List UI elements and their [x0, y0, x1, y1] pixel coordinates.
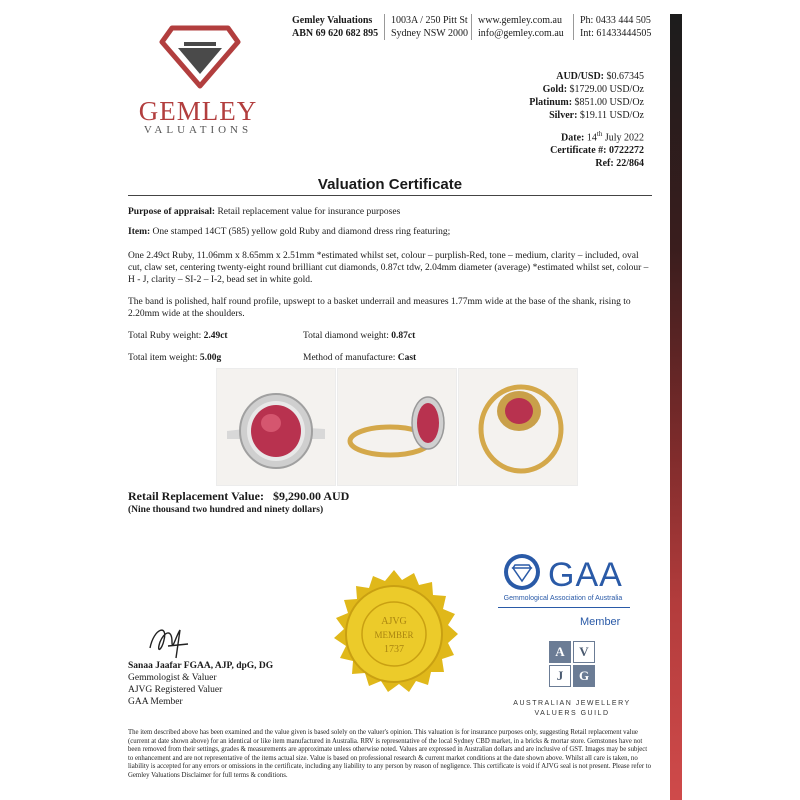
header-divider	[471, 14, 472, 40]
ajvg-name: AUSTRALIAN JEWELLERY VALUERS GUILD	[513, 700, 631, 717]
header-address: 1003A / 250 Pitt St Sydney NSW 2000	[391, 15, 469, 39]
diamond-weight: Total diamond weight: 0.87ct	[303, 331, 416, 341]
item-line: Item: One stamped 14CT (585) yellow gold Ruby and diamond dress ring featuring;	[128, 227, 451, 237]
gaa-member-label: Member	[580, 616, 621, 628]
header-web: www.gemley.com.au info@gemley.com.au	[478, 15, 564, 39]
gemley-diamond-logo-icon	[158, 24, 242, 90]
ring-photo-front	[216, 368, 336, 486]
manufacture-method: Method of manufacture: Cast	[303, 353, 417, 363]
disclaimer-text: The item described above has been examined and the value given is based solely on the valuer's opinion. This valuation is for insurance purposes only, suggesting Retail replacement value (current at date shown above) for an identical or like item manufactured in Australia. RRV is representative of the local Sydney CBD market, in a bricks & mortar store. Gemstones have not been removed from their settings, grades & measurements are approximate unless otherwise noted. Values are expressed in Australian dollars and are inclusive of GST. Images may be subject to enhancement and are not representative of the items actual size. Value is based on professional research & current market conditions at the date shown above. Whilst all care is taken, no liability is accepted for any errors or omissions in the certificate, including any liability to any person by reason of negligence. This certificate is void if AJVG seal is not present. Please refer to Gemley Valuations Disclaimer for full terms & conditions.	[128, 729, 652, 779]
page-title: Valuation Certificate	[317, 176, 463, 193]
ring-photo-side	[337, 368, 457, 486]
brand-name: GEMLEY	[138, 96, 258, 126]
gaa-full-name: Gemmological Association of Australia	[503, 595, 623, 602]
header-phone: Ph: 0433 444 505 Int: 61433444505	[580, 15, 652, 39]
header-divider	[384, 14, 385, 40]
seal-text-2: MEMBER	[374, 630, 414, 640]
seal-text-3: 1737	[384, 644, 404, 655]
handwritten-signature-icon	[142, 618, 194, 664]
item-description: One 2.49ct Ruby, 11.06mm x 8.65mm x 2.51mm *estimated whilst set, colour – purplish-Red, tone – medium, clarity – included, oval cut, claw set, centering twenty-eight round brilliant cut diamonds, 0.87ct tdw, 2.04mm diameter (average) *estimated whilst set, colour – H - J, clarity – SI-2 – I-2, bead set in white gold.	[128, 251, 649, 285]
title-underline	[128, 195, 652, 196]
ruby-weight: Total Ruby weight: 2.49ct	[128, 331, 228, 341]
header-divider	[573, 14, 574, 40]
band-description: The band is polished, half round profile, upswept to a basket underrail and measures 1.77mm wide at the base of the shank, rising to 2.20mm wide at the shoulders.	[128, 297, 631, 319]
item-weight: Total item weight: 5.00g	[128, 353, 222, 363]
retail-value: Retail Replacement Value: $9,290.00 AUD	[128, 489, 350, 503]
decorative-side-bar	[670, 14, 682, 800]
seal-text-1: AJVG	[381, 616, 407, 627]
retail-value-words: (Nine thousand two hundred and ninety dollars)	[128, 505, 324, 515]
header-company: Gemley Valuations ABN 69 620 682 895	[292, 15, 379, 39]
ajvg-gold-seal-icon	[326, 568, 462, 704]
gaa-divider	[498, 607, 630, 608]
gaa-name: GAA	[548, 556, 623, 594]
certificate-meta: Date: 14th July 2022 Certificate #: 0722272 Ref: 22/864	[550, 130, 644, 170]
purpose-line: Purpose of appraisal: Retail replacement value for insurance purposes	[128, 207, 401, 217]
ring-photo-back	[458, 368, 578, 486]
brand-subtitle: VALUATIONS	[143, 124, 253, 136]
signatory-block: Sanaa Jaafar FGAA, AJP, dpG, DG Gemmologist & Valuer AJVG Registered Valuer GAA Member	[128, 661, 274, 707]
ajvg-logo-icon: A V J G	[549, 641, 595, 687]
gaa-diamond-icon	[500, 552, 544, 592]
metal-rates: AUD/USD: $0.67345 Gold: $1729.00 USD/Oz Platinum: $851.00 USD/Oz Silver: $19.11 USD/Oz	[529, 71, 644, 121]
